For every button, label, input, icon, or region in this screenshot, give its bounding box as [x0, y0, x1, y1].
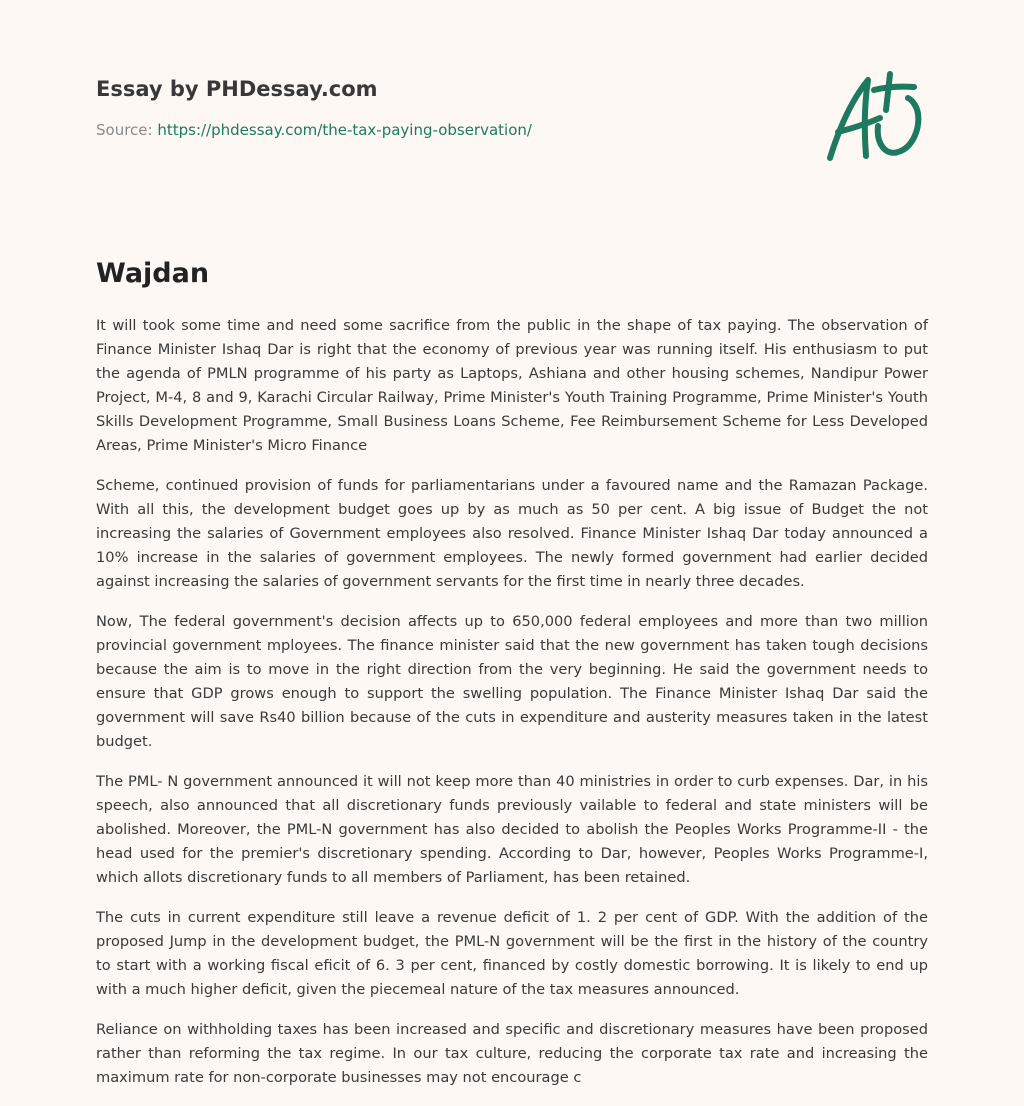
source-line [96, 120, 928, 140]
essay-paragraph: The cuts in current expenditure still leave a revenue deficit of 1. 2 per cent of GDP. With the addition of the proposed Jump in the development budget, the PML-N government will be the first in the history of the country to start with a working fiscal eficit of 6. 3 per cent, financed by costly domestic borrowing. It is likely to end up with a much higher deficit, given the piecemeal nature of the tax measures announced. [96, 909, 928, 998]
a-plus-logo-icon [820, 66, 930, 166]
essay-paragraph: Scheme, continued provision of funds for parliamentarians under a favoured name and the Ramazan Package. With all this, the development budget goes up by as much as 50 per cent. A big issue of Budget the not increasing the salaries of Government employees also resolved. Finance Minister Ishaq Dar today announced a 10% increase in the salaries of government employees. The newly formed government had earlier decided against increasing the salaries of government servants for the first time in nearly three decades. [96, 477, 928, 590]
essay-paragraph: It will took some time and need some sacrifice from the public in the shape of tax paying. The observation of Finance Minister Ishaq Dar is right that the economy of previous year was running itself. His enthusiasm to put the agenda of PMLN programme of his party as Laptops, Ashiana and other housing schemes, Nandipur Power Project, M-4, 8 and 9, Karachi Circular Railway, Prime Minister's Youth Training Programme, Prime Minister's Youth Skills Development Programme, Small Business Loans Scheme, Fee Reimbursement Scheme for Less Developed Areas, Prime Minister's Micro Finance [96, 317, 928, 454]
essay-body [96, 314, 928, 1106]
source-label: Source: [96, 121, 153, 139]
essay-paragraph: Now, The federal government's decision affects up to 650,000 federal employees and more than two million provincial government mployees. The finance minister said that the new government has taken tough decisions because the aim is to move in the right direction from the very beginning. He said the government needs to ensure that GDP grows enough to support the swelling population. The Finance Minister Ishaq Dar said the government will save Rs40 billion because of the cuts in expenditure and austerity measures taken in the latest budget. [96, 613, 928, 750]
page-header [96, 74, 928, 174]
document-title: Wajdan [96, 258, 210, 289]
source-link[interactable]: https://phdessay.com/the-tax-paying-observation/ [157, 121, 532, 139]
essay-paragraph: Reliance on withholding taxes has been increased and specific and discretionary measures have been proposed rather than reforming the tax regime. In our tax culture, reducing the corporate tax rate and increasing the maximum rate for non-corporate businesses may not encourage c [96, 1021, 928, 1086]
essay-paragraph: The PML- N government announced it will not keep more than 40 ministries in order to curb expenses. Dar, in his speech, also announced that all discretionary funds previously vailable to federal and state ministers will be abolished. Moreover, the PML-N government has also decided to abolish the Peoples Works Programme-II - the head used for the premier's discretionary spending. According to Dar, however, Peoples Works Programme-I, which allots discretionary funds to all members of Parliament, has been retained. [96, 773, 928, 886]
site-title: Essay by PHDessay.com [96, 77, 378, 101]
